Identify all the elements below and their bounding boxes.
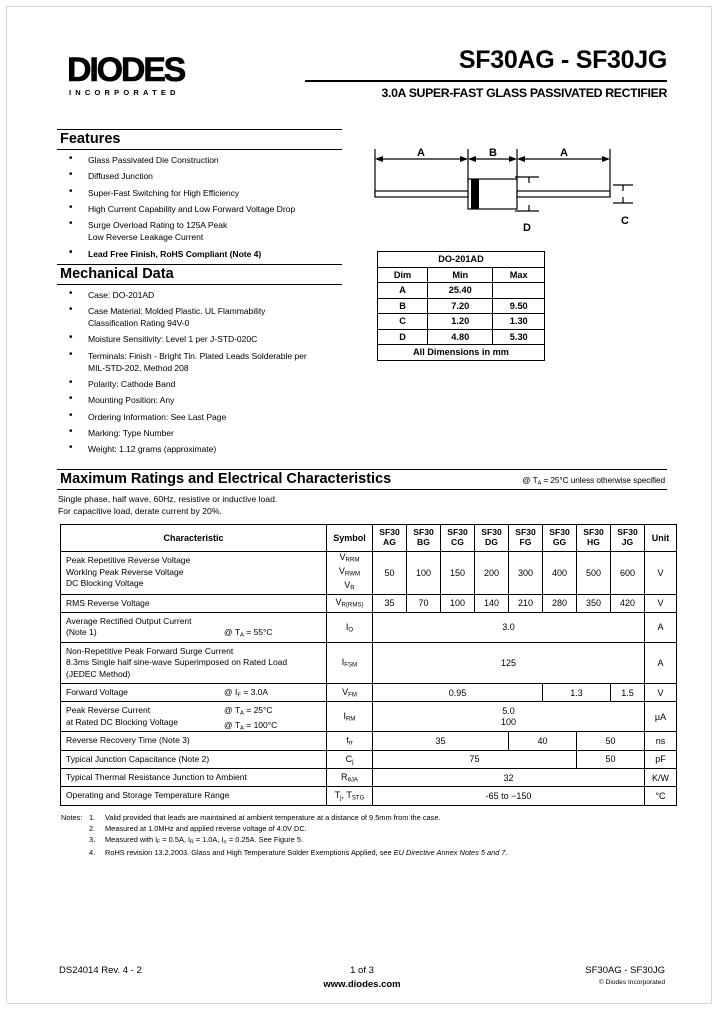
cell: 1.5 [611,683,645,701]
table-row [378,252,545,268]
mechanical-list [57,289,357,456]
body-columns [57,129,667,455]
cell: 420 [611,594,645,612]
list-item: • Glass Passivated Die Construction [57,154,357,166]
page-content [57,45,670,859]
footer-row-1 [57,965,667,979]
footer-part-range: SF30AG - SF30JG [585,965,665,976]
cell: D [378,329,428,345]
table-row-irm [61,702,677,732]
dim-table-footer: All Dimensions in mm [378,345,545,361]
cell: 600 [611,551,645,594]
list-item: • Super-Fast Switching for High Efficiency [57,187,357,199]
cell: 150 [441,551,475,594]
cell-unit: V [645,551,677,594]
row-label: Operating and Storage Temperature Range [61,787,327,805]
cell: 4.80 [428,329,493,345]
list-item: • Case: DO-201AD [57,289,357,301]
list-item: • Moisture Sensitivity: Level 1 per J-STD-020C [57,333,357,345]
table-row-ifsm [61,642,677,683]
table-row [378,283,545,299]
col-part-sf30ag: SF30 AG [373,525,407,551]
cell: 35 [373,732,509,750]
list-item: • Case Material: Molded Plastic. UL Flammability Classification Rating 94V-0 [57,305,357,329]
note-item: RoHS revision 13.2.2003. Glass and High Temperature Solder Exemptions Applied, see EU Directive Annex Notes 5 and 7. [105,848,508,858]
table-row-rthja [61,769,677,787]
cell: 3.0 [373,612,645,642]
row-label: Average Rectified Output Current (Note 1) @ $T_A = 55^\circ C$ [61,612,327,642]
list-item: • Polarity: Cathode Band [57,378,357,390]
ratings-heading [57,469,667,490]
row-symbol: $V_{FM}$ [327,683,373,701]
cell: A [378,283,428,299]
col-part-sf30cg: SF30 CG [441,525,475,551]
table-row-vfm [61,683,677,701]
ratings-table [60,524,677,806]
cell: 25.40 [428,283,493,299]
page-header [57,45,667,123]
page-subtitle: 3.0A SUPER-FAST GLASS PASSIVATED RECTIFIER [381,86,667,100]
list-item: • Lead Free Finish, RoHS Compliant (Note 4) [57,248,357,260]
cell: 1.20 [428,314,493,330]
row-symbol: $I_O$ [327,612,373,642]
list-item: • High Current Capability and Low Forward Voltage Drop [57,203,357,215]
row-symbol: $T_j$, $T_{STG}$ [327,787,373,805]
list-item: • Surge Overload Rating to 125A Peak Low Reverse Leakage Current [57,219,357,243]
row-label: Typical Junction Capacitance (Note 2) [61,750,327,768]
right-column [357,129,667,357]
left-column [57,129,357,455]
cell: B [378,298,428,314]
cell [493,283,545,299]
page-footer [57,965,667,993]
col-part-sf30jg: SF30 JG [611,525,645,551]
cell: 125 [373,642,645,683]
cell: 5.30 [493,329,545,345]
cell: 40 [509,732,577,750]
website-link[interactable]: www.diodes.com [323,979,401,990]
list-item: • Weight: 1.12 grams (approximate) [57,443,357,455]
header-title-block [305,45,667,100]
dim-label-d: D [523,222,531,234]
ratings-intro [58,494,667,517]
row-symbol: $t_{rr}$ [327,732,373,750]
row-symbol: $I_{FSM}$ [327,642,373,683]
col-min: Min [428,267,493,283]
table-row [378,345,545,361]
row-condition: @ $T_A = 55^\circ C$ [224,626,273,639]
note-item: Measured at 1.0MHz and applied reverse voltage of 4.0V DC. [105,823,307,833]
dim-label-a2: A [560,147,568,159]
cell: 5.0 100 [373,702,645,732]
notes-label: Notes: [61,812,83,822]
row-label: RMS Reverse Voltage [61,594,327,612]
row-symbol: $V_{RRM}$ $V_{RWM}$ $V_R$ [327,551,373,594]
col-symbol: Symbol [327,525,373,551]
table-row [378,329,545,345]
cell-unit: pF [645,750,677,768]
row-symbol: $I_{RM}$ [327,702,373,732]
ratings-condition: @ $T_A = 25^\circ C$ unless otherwise specified [522,474,665,487]
list-item: • Diffused Junction [57,170,357,182]
cell: 70 [407,594,441,612]
col-part-sf30bg: SF30 BG [407,525,441,551]
col-dim: Dim [378,267,428,283]
header-divider [305,80,667,82]
mechanical-heading: Mechanical Data [57,264,342,285]
cell: 280 [543,594,577,612]
cell: 7.20 [428,298,493,314]
notes-list [61,813,667,859]
logo-subtext: INCORPORATED [69,88,180,97]
table-row [378,267,545,283]
footer-row-2 [57,979,667,993]
row-symbol: $C_j$ [327,750,373,768]
row-condition: @ $T_A = 25^\circ C$ @ $T_A = 100^\circ C$ [224,705,278,732]
cell: 200 [475,551,509,594]
table-row-cj [61,750,677,768]
cell: 210 [509,594,543,612]
col-characteristic: Characteristic [61,525,327,551]
package-outline-drawing [357,135,667,247]
copyright: © Diodes Incorporated [598,979,665,986]
table-row-vrrm [61,551,677,594]
dim-label-a1: A [417,147,425,159]
ratings-heading-text: Maximum Ratings and Electrical Characteristics [60,471,392,488]
list-item: • Mounting Position: Any [57,394,357,406]
note-item: Measured with $I_F = 0.5A$, $I_R = 1.0A$, $I_{rr} = 0.25A$. See Figure 5. [105,835,304,846]
cell-unit: ns [645,732,677,750]
col-unit: Unit [645,525,677,551]
diodes-logo [67,53,247,97]
dim-label-c: C [621,215,629,227]
cell: 140 [475,594,509,612]
dimension-table [377,251,545,361]
page-title: SF30AG - SF30JG [458,46,667,74]
cell: 9.50 [493,298,545,314]
datasheet-page [6,6,712,1004]
logo-wordmark: DIODES [67,51,185,89]
row-label: Reverse Recovery Time (Note 3) [61,732,327,750]
cell: 35 [373,594,407,612]
notes-block [61,813,667,859]
features-list [57,154,357,260]
row-label: Peak Reverse Current at Rated DC Blocking Voltage @ $T_A = 25^\circ C$ @ $T_A = 100^\circ C$ [61,702,327,732]
cell: 1.3 [543,683,611,701]
cell: 100 [441,594,475,612]
row-label: Peak Repetitive Reverse Voltage Working Peak Reverse Voltage DC Blocking Voltage [61,551,327,594]
cell: 50 [373,551,407,594]
list-item: • Ordering Information: See Last Page [57,411,357,423]
table-row-io [61,612,677,642]
ratings-section [57,469,670,859]
dim-table-title: DO-201AD [378,252,545,268]
col-part-sf30gg: SF30 GG [543,525,577,551]
cell: 75 [373,750,577,768]
cell: 0.95 [373,683,543,701]
cell: 50 [577,750,645,768]
package-svg [357,135,657,247]
row-symbol: $R_{\theta JA}$ [327,769,373,787]
row-label: Typical Thermal Resistance Junction to Ambient [61,769,327,787]
list-item: • Marking: Type Number [57,427,357,439]
cell: -65 to −150 [373,787,645,805]
cell-unit: A [645,642,677,683]
table-header-row [61,525,677,551]
cell: 100 [407,551,441,594]
cell: 32 [373,769,645,787]
page-number: 1 of 3 [350,965,374,976]
row-label: Forward Voltage @ $I_F = 3.0A$ [61,683,327,701]
cell: 1.30 [493,314,545,330]
cell: 50 [577,732,645,750]
note-item: Valid provided that leads are maintained at ambient temperature at a distance of 9.5mm from the case. [105,812,441,822]
cell-unit: °C [645,787,677,805]
row-condition: @ $I_F = 3.0A$ [224,686,269,699]
cell: C [378,314,428,330]
col-max: Max [493,267,545,283]
table-row-trr [61,732,677,750]
list-item: • Terminals: Finish - Bright Tin. Plated Leads Solderable per MIL-STD-202, Method 208 [57,350,357,374]
intro-line-2: For capacitive load, derate current by 20%. [58,505,222,516]
table-row [378,314,545,330]
table-row [378,298,545,314]
cell: 300 [509,551,543,594]
cell: 500 [577,551,611,594]
features-heading: Features [57,129,342,150]
dim-label-b: B [489,147,497,159]
table-row-vrms [61,594,677,612]
col-part-sf30fg: SF30 FG [509,525,543,551]
cell: 400 [543,551,577,594]
doc-id: DS24014 Rev. 4 - 2 [59,965,142,976]
cell-unit: K/W [645,769,677,787]
cell-unit: V [645,683,677,701]
intro-line-1: Single phase, half wave, 60Hz, resistive or inductive load. [58,494,278,505]
col-part-sf30dg: SF30 DG [475,525,509,551]
cell-unit: V [645,594,677,612]
cell: 350 [577,594,611,612]
col-part-sf30hg: SF30 HG [577,525,611,551]
cell-unit: µA [645,702,677,732]
row-symbol: $V_{R(RMS)}$ [327,594,373,612]
cell-unit: A [645,612,677,642]
row-label: Non-Repetitive Peak Forward Surge Current 8.3ms Single half sine-wave Superimposed on Rated Load (JEDEC Method) [61,642,327,683]
table-row-tj [61,787,677,805]
